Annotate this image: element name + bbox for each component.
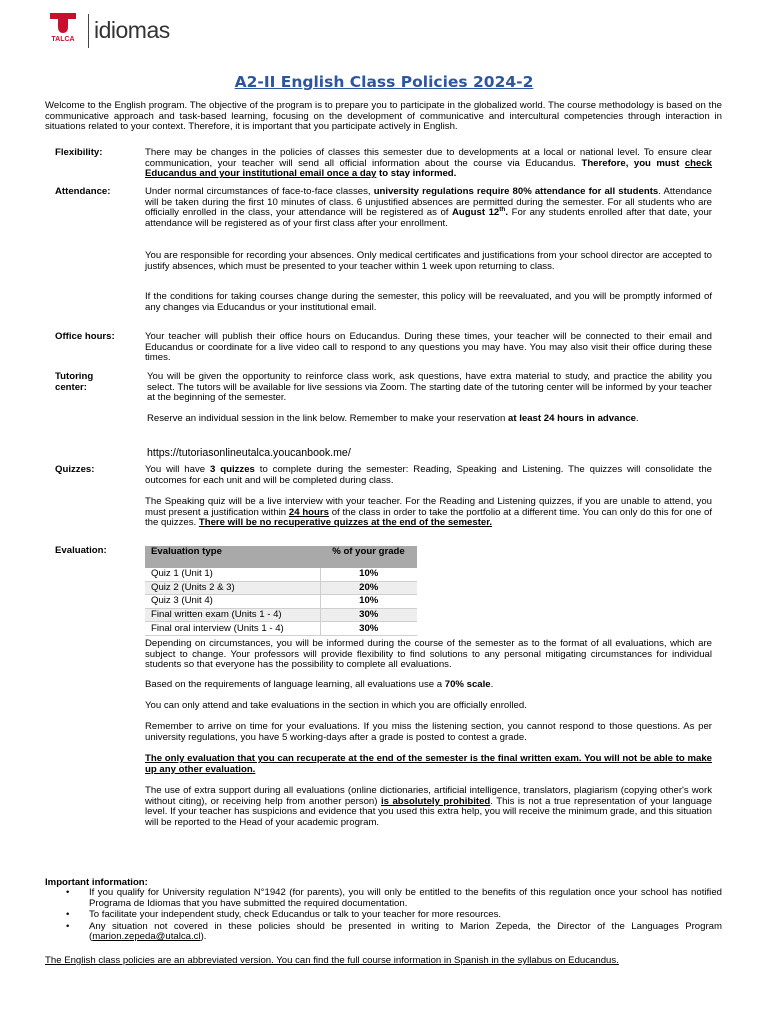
evaluation-table-header xyxy=(145,546,417,568)
attendance-paragraph-3: If the conditions for taking courses change during the semester, this policy will be reevaluated, and you will be promptly informed of any changes via Educandus or your institutional email. xyxy=(145,291,712,313)
attendance-text-b: . Attendance will be taken during the first 10 minutes of class. 6 unjustified absences are permitted during the semester. For all students who are officially enrolled in the class, your attendance will be registered as of xyxy=(145,186,713,219)
evaluation-p2-text: Based on the requirements of language learning, all evaluations use a xyxy=(145,679,445,690)
list-item xyxy=(62,922,722,943)
evaluation-p2-end: . xyxy=(490,679,494,690)
flexibility-bold-pre: Therefore, you must xyxy=(581,157,685,169)
tutoring-paragraph-1: You will be given the opportunity to reinforce class work, ask questions, have extra material to study, and practice the ability you select. The tutors will be available for live sessions via Zoom. The starting date of the tutoring center will be informed by your teacher at the beginning of the semester. xyxy=(147,371,712,404)
attendance-paragraph-2: You are responsible for recording your absences. Only medical certificates and justifications from your school director are accepted to justify absences, which must be presented to your teacher within 1 week upon returning to class. xyxy=(145,250,712,272)
quizzes-paragraph-2 xyxy=(145,497,712,529)
attendance-date: August 12 xyxy=(452,207,500,219)
quizzes-p2-deadline: 24 hours xyxy=(288,506,329,518)
important-heading: Important information: xyxy=(45,877,148,888)
evaluation-type-header: Evaluation type xyxy=(145,546,320,568)
quizzes-p2-no-recuperative: There will be no recuperative quizzes at the end of the semester. xyxy=(198,517,493,529)
evaluation-paragraph-4: Remember to arrive on time for your evaluations. If you miss the listening section, you cannot respond to those questions. As per university regulations, you have 5 working-days after a grade is posted to contest a grade. xyxy=(145,721,712,743)
table-cell: Quiz 1 (Unit 1) xyxy=(145,568,320,581)
quizzes-paragraph-1 xyxy=(145,465,712,486)
evaluation-percent-header: % of your grade xyxy=(320,546,417,568)
university-shield-icon xyxy=(46,13,80,45)
table-cell: 10% xyxy=(320,568,417,581)
quizzes-p2-text-b: of the class in order to take the portfolio at a different time. You can only do this for one of the quizzes. xyxy=(145,506,712,529)
quizzes-p2-text-a: The Speaking quiz will be a live interview with your teacher. For the Reading and Listening quizzes, if you are unable to attend, you must present a justification within xyxy=(145,496,712,518)
table-cell: Final written exam (Units 1 - 4) xyxy=(145,608,320,622)
university-logo xyxy=(46,13,80,45)
intro-paragraph: Welcome to the English program. The objective of the program is to prepare you to participate in the globalized world. The course methodology is based on the communicative approach and task-based learning, focusing on the development of communicative and intercultural competencies through interaction in situations related to your context. Therefore, it is important that you participate actively in English. xyxy=(45,100,722,133)
tutoring-paragraph-2 xyxy=(147,414,712,425)
evaluation-paragraph-5: The only evaluation that you can recuperate at the end of the semester is the final written exam. You will not be able to make up any other evaluation. xyxy=(145,753,712,775)
attendance-bold: university regulations require 80% attendance for all students xyxy=(373,186,659,197)
logo-divider xyxy=(88,14,89,48)
tutoring-booking-link[interactable]: https://tutoriasonlineutalca.youcanbook.me/ xyxy=(147,447,351,459)
tutoring-p2-bold: at least 24 hours in advance xyxy=(508,413,636,424)
flexibility-bold-post: to stay informed. xyxy=(376,168,457,180)
table-cell: 20% xyxy=(320,581,417,595)
table-cell: 10% xyxy=(320,595,417,609)
tutoring-label-line2: center: xyxy=(55,381,87,393)
attendance-paragraph-1 xyxy=(145,187,712,229)
flexibility-label: Flexibility: xyxy=(55,147,103,158)
evaluation-scale: 70% scale xyxy=(444,679,491,690)
table-cell: Final oral interview (Units 1 - 4) xyxy=(145,622,320,636)
tutoring-label-line1: Tutoring xyxy=(55,371,94,382)
flexibility-text xyxy=(145,148,712,180)
office-hours-label: Office hours: xyxy=(55,331,115,342)
attendance-date-sup: th xyxy=(499,206,506,213)
table-cell: 30% xyxy=(320,608,417,622)
evaluation-p6-prohibited: is absolutely prohibited xyxy=(380,795,491,807)
tutoring-label xyxy=(55,372,93,393)
evaluation-paragraph-3: You can only attend and take evaluations in the section in which you are officially enrolled. xyxy=(145,700,527,711)
logo-idiomas: idiomas xyxy=(94,17,170,43)
table-cell: Quiz 2 (Units 2 & 3) xyxy=(145,581,320,595)
table-row xyxy=(145,581,417,595)
table-row xyxy=(145,568,417,581)
flexibility-body: There may be changes in the policies of classes this semester due to developments at a local or national level. To ensure clear communication, your teacher will send all official information about the course via Educandus. xyxy=(145,147,712,169)
attendance-text-c: For any students enrolled after that date, your attendance will be registered as of your first class after your enrollment. xyxy=(145,207,712,229)
table-cell: 30% xyxy=(320,622,417,636)
attendance-date-end: . xyxy=(505,207,509,219)
quizzes-p1-text-a: You will have xyxy=(145,464,210,475)
attendance-text-a: Under normal circumstances of face-to-face classes, xyxy=(145,186,374,197)
director-email-link[interactable]: marion.zepeda@utalca.cl xyxy=(92,931,201,943)
evaluation-p6-text-b: . This is not a true representation of your language level. If your teacher has suspicions and evidence that you used this extra help, you will receive the minimum grade, and this situation will be reported to the Head of your academic program. xyxy=(145,795,712,828)
office-hours-text: Your teacher will publish their office hours on Educandus. During these times, your teacher will be connected to their email and Educandus or coordinate for a live video call to respond to any questions you may have. You may also visit their office during these times. xyxy=(145,331,712,364)
page-title: A2-II English Class Policies 2024-2 xyxy=(234,73,534,91)
footer-note: The English class policies are an abbreviated version. You can find the full course information in Spanish in the syllabus on Educandus. xyxy=(45,955,619,966)
list-item: • To facilitate your independent study, check Educandus or talk to your teacher for more resources. xyxy=(62,910,722,921)
evaluation-paragraph-1: Depending on circumstances, you will be informed during the course of the semester as to the format of all evaluations, which are subject to change. Your professors will provide flexibility to find solutions to any personal mitigating circumstances for individual students so that everyone has the possibility to complete all evaluations. xyxy=(145,638,712,671)
quizzes-p1-bold: 3 quizzes xyxy=(210,464,255,475)
evaluation-p6-text-a: The use of extra support during all evaluations (online dictionaries, artificial intelligence, translators, plagiarism (copying other's work without citing), or receiving help from another person) xyxy=(145,785,712,807)
item3-text-b: ). xyxy=(200,931,207,943)
attendance-label: Attendance: xyxy=(55,186,111,197)
list-item: • If you qualify for University regulation N°1942 (for parents), you will only be entitled to the benefits of this regulation once your school has notified Programa de Idiomas that you have submitted the required documentation. xyxy=(62,888,722,909)
evaluation-paragraph-6 xyxy=(145,786,712,828)
logo-university-text: TALCA xyxy=(51,36,75,43)
tutoring-p2-text: Reserve an individual session in the link below. Remember to make your reservation xyxy=(147,413,509,424)
quizzes-p1-text-b: to complete during the semester: Reading, Speaking and Listening. The quizzes will consolidate the outcomes for each unit and will be completed during class. xyxy=(145,464,713,486)
important-list xyxy=(62,888,722,944)
table-row xyxy=(145,608,417,622)
table-row xyxy=(145,595,417,609)
table-cell: Quiz 3 (Unit 4) xyxy=(145,595,320,609)
table-row xyxy=(145,622,417,636)
evaluation-table xyxy=(145,546,417,636)
item3-text-a: Any situation not covered in these policies should be presented in writing to Marion Zepeda, the Director of the Languages Program ( xyxy=(89,920,722,943)
flexibility-emphasis: check Educandus and your institutional email once a day xyxy=(145,157,713,180)
evaluation-paragraph-2 xyxy=(145,680,712,691)
evaluation-label: Evaluation: xyxy=(55,545,107,556)
quizzes-label: Quizzes: xyxy=(55,464,95,475)
tutoring-p2-end: . xyxy=(636,413,639,424)
